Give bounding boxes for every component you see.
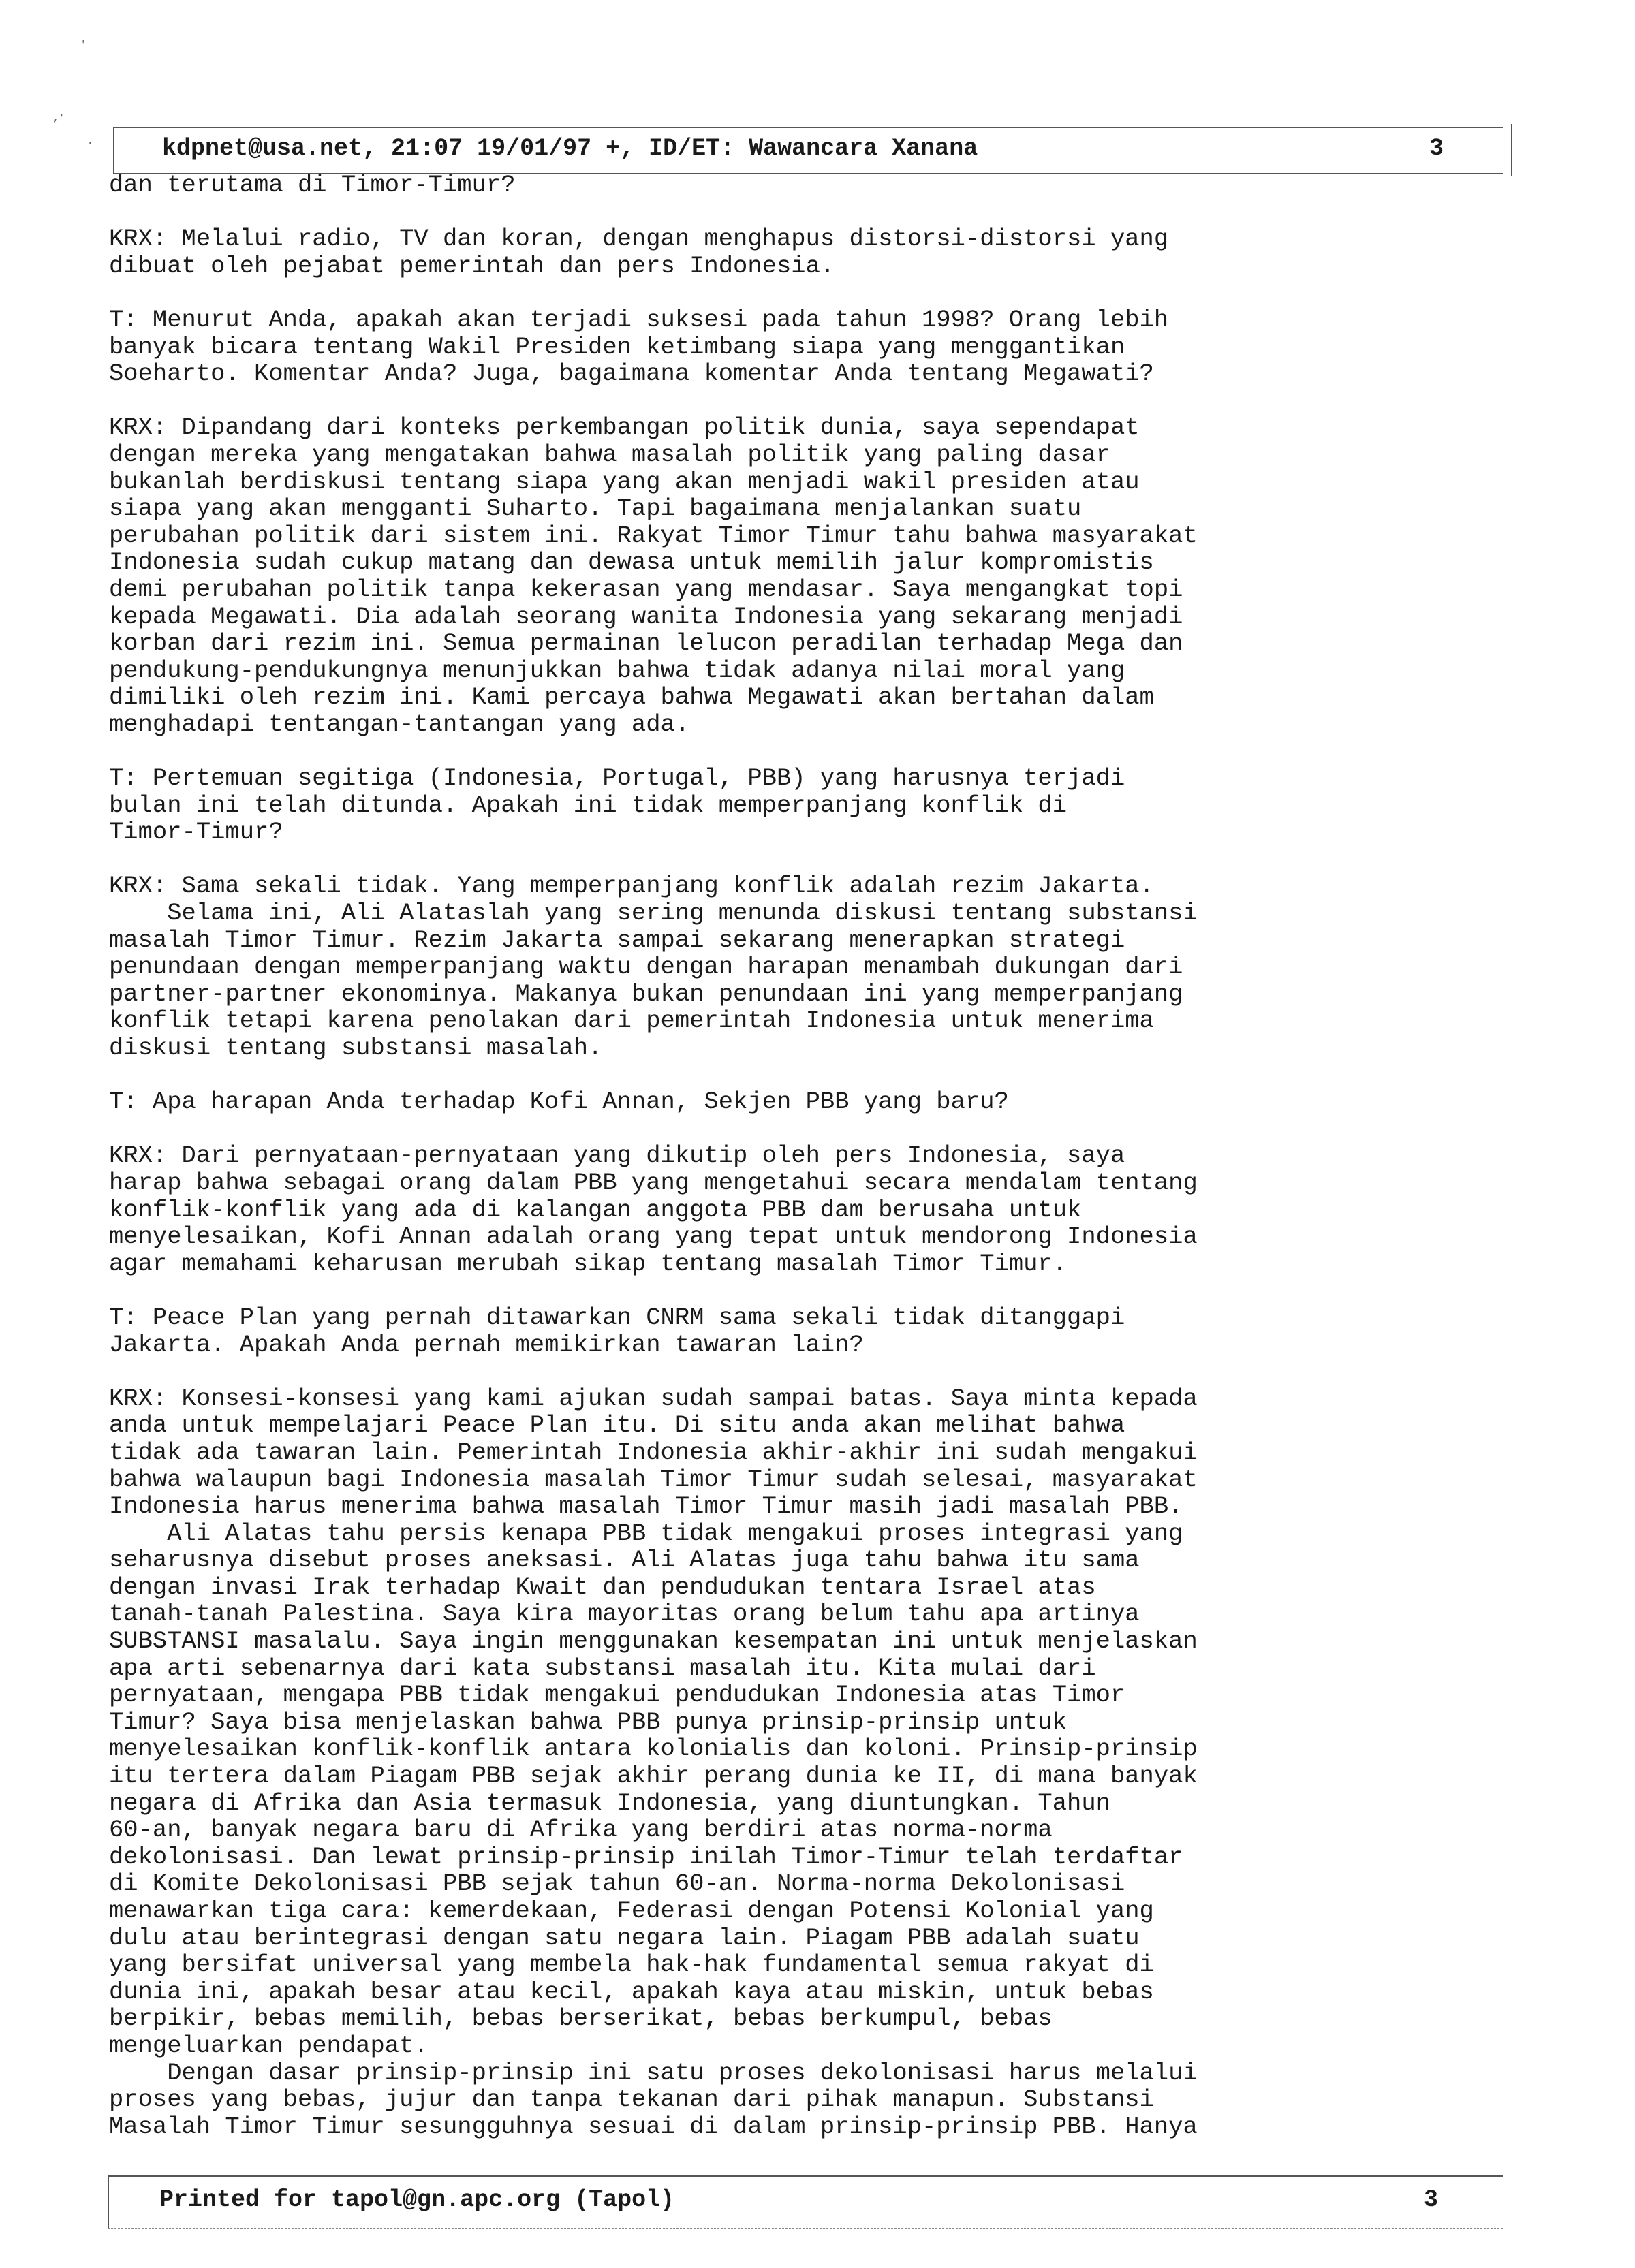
scan-speck: ,': [53, 113, 65, 124]
text-line: menyelesaikan, Kofi Annan adalah orang yang tepat untuk mendorong Indonesia: [109, 1223, 1198, 1251]
header-title: kdpnet@usa.net, 21:07 19/01/97 +, ID/ET: Wawancara Xanana: [162, 135, 978, 162]
text-line: bulan ini telah ditunda. Apakah ini tidak memperpanjang konflik di: [109, 791, 1068, 819]
text-line: bahwa walaupun bagi Indonesia masalah Timor Timur sudah selesai, masyarakat: [109, 1465, 1198, 1494]
text-line: menyelesaikan konflik-konflik antara kolonialis dan koloni. Prinsip-prinsip: [109, 1735, 1198, 1763]
text-line: tanah-tanah Palestina. Saya kira mayoritas orang belum tahu apa artinya: [109, 1600, 1140, 1628]
text-line: 60-an, banyak negara baru di Afrika yang berdiri atas norma-norma: [109, 1816, 1053, 1844]
text-line: Soeharto. Komentar Anda? Juga, bagaimana komentar Anda tentang Megawati?: [109, 360, 1154, 388]
text-line: kepada Megawati. Dia adalah seorang wanita Indonesia yang sekarang menjadi: [109, 602, 1183, 631]
footer-printed-for: Printed for tapol@gn.apc.org (Tapol): [159, 2186, 675, 2214]
text-line: Dengan dasar prinsip-prinsip ini satu proses dekolonisasi harus melalui: [109, 2058, 1198, 2087]
text-line: demi perubahan politik tanpa kekerasan yang mendasar. Saya mengangkat topi: [109, 575, 1183, 603]
text-line: korban dari rezim ini. Semua permainan lelucon peradilan terhadap Mega dan: [109, 629, 1183, 658]
text-line: anda untuk mempelajari Peace Plan itu. Di situ anda akan melihat bahwa: [109, 1411, 1125, 1440]
text-line: di Komite Dekolonisasi PBB sejak tahun 60-an. Norma-norma Dekolonisasi: [109, 1870, 1125, 1898]
text-line: perubahan politik dari sistem ini. Rakyat Timor Timur tahu bahwa masyarakat: [109, 521, 1198, 550]
text-line: T: Apa harapan Anda terhadap Kofi Annan, Sekjen PBB yang baru?: [109, 1088, 1009, 1116]
paragraph: [109, 306, 1540, 388]
text-line: dimiliki oleh rezim ini. Kami percaya bahwa Megawati akan bertahan dalam: [109, 683, 1154, 712]
text-line: KRX: Sama sekali tidak. Yang memperpanjang konflik adalah rezim Jakarta.: [109, 872, 1154, 900]
text-line: berpikir, bebas memilih, bebas berserikat, bebas berkumpul, bebas: [109, 2004, 1053, 2033]
text-line: bukanlah berdiskusi tentang siapa yang akan menjadi wakil presiden atau: [109, 467, 1140, 496]
text-line: dekolonisasi. Dan lewat prinsip-prinsip inilah Timor-Timur telah terdaftar: [109, 1842, 1183, 1871]
text-line: yang bersifat universal yang membela hak-hak fundamental semua rakyat di: [109, 1951, 1154, 1979]
text-line: Indonesia sudah cukup matang dan dewasa untuk memilih jalur kompromistis: [109, 548, 1154, 577]
paragraph: [109, 172, 1540, 199]
document-body: [109, 172, 1540, 2140]
paragraph: [109, 414, 1540, 738]
footer-page-number: 3: [1424, 2186, 1439, 2214]
text-line: mengeluarkan pendapat.: [109, 2031, 429, 2060]
text-line: seharusnya disebut proses aneksasi. Ali Alatas juga tahu bahwa itu sama: [109, 1546, 1140, 1575]
text-line: konflik tetapi karena penolakan dari pemerintah Indonesia untuk menerima: [109, 1007, 1154, 1035]
text-line: diskusi tentang substansi masalah.: [109, 1034, 603, 1062]
text-line: dibuat oleh pejabat pemerintah dan pers Indonesia.: [109, 251, 835, 280]
text-line: dengan mereka yang mengatakan bahwa masalah politik yang paling dasar: [109, 440, 1110, 469]
text-line: Timur? Saya bisa menjelaskan bahwa PBB punya prinsip-prinsip untuk: [109, 1707, 1068, 1736]
text-line: itu tertera dalam Piagam PBB sejak akhir perang dunia ke II, di mana banyak: [109, 1762, 1198, 1791]
text-line: siapa yang akan mengganti Suharto. Tapi bagaimana menjalankan suatu: [109, 494, 1082, 523]
text-line: T: Menurut Anda, apakah akan terjadi suksesi pada tahun 1998? Orang lebih: [109, 305, 1169, 334]
text-line: proses yang bebas, jujur dan tanpa tekanan dari pihak manapun. Substansi: [109, 2085, 1154, 2114]
text-line: konflik-konflik yang ada di kalangan anggota PBB dam berusaha untuk: [109, 1195, 1082, 1224]
text-line: T: Pertemuan segitiga (Indonesia, Portugal, PBB) yang harusnya terjadi: [109, 764, 1125, 793]
text-line: agar memahami keharusan merubah sikap tentang masalah Timor Timur.: [109, 1249, 1068, 1278]
text-line: menawarkan tiga cara: kemerdekaan, Federasi dengan Potensi Kolonial yang: [109, 1897, 1154, 1925]
page-footer: [108, 2175, 1503, 2229]
text-line: KRX: Melalui radio, TV dan koran, dengan menghapus distorsi-distorsi yang: [109, 225, 1169, 253]
text-line: dunia ini, apakah besar atau kecil, apakah kaya atau miskin, untuk bebas: [109, 1977, 1154, 2006]
text-line: menghadapi tentangan-tantangan yang ada.: [109, 710, 690, 738]
text-line: partner-partner ekonominya. Makanya bukan penundaan ini yang memperpanjang: [109, 979, 1183, 1008]
text-line: dan terutama di Timor-Timur?: [109, 171, 516, 199]
text-line: apa arti sebenarnya dari kata substansi masalah itu. Kita mulai dari: [109, 1654, 1096, 1682]
text-line: banyak bicara tentang Wakil Presiden ketimbang siapa yang menggantikan: [109, 332, 1125, 361]
paragraph: [109, 1385, 1540, 2141]
scan-speck: .: [87, 136, 93, 147]
text-line: Timor-Timur?: [109, 818, 283, 847]
paragraph: [109, 1304, 1540, 1358]
scan-speck: ': [80, 40, 87, 50]
paragraph: [109, 765, 1540, 846]
text-line: SUBSTANSI masalalu. Saya ingin menggunakan kesempatan ini untuk menjelaskan: [109, 1627, 1198, 1656]
text-line: masalah Timor Timur. Rezim Jakarta sampai sekarang menerapkan strategi: [109, 926, 1125, 954]
paragraph: [109, 1088, 1540, 1116]
text-line: pendukung-pendukungnya menunjukkan bahwa tidak adanya nilai moral yang: [109, 656, 1125, 684]
text-line: harap bahwa sebagai orang dalam PBB yang mengetahui secara mendalam tentang: [109, 1168, 1198, 1197]
paragraph: [109, 1142, 1540, 1277]
text-line: tidak ada tawaran lain. Pemerintah Indonesia akhir-akhir ini sudah mengakui: [109, 1438, 1198, 1466]
text-line: Indonesia harus menerima bahwa masalah Timor Timur masih jadi masalah PBB.: [109, 1492, 1183, 1521]
text-line: KRX: Dari pernyataan-pernyataan yang dikutip oleh pers Indonesia, saya: [109, 1141, 1125, 1170]
paragraph: [109, 225, 1540, 279]
paragraph: [109, 872, 1540, 1061]
text-line: KRX: Konsesi-konsesi yang kami ajukan sudah sampai batas. Saya minta kepada: [109, 1384, 1198, 1413]
text-line: Selama ini, Ali Alataslah yang sering menunda diskusi tentang substansi: [109, 899, 1198, 928]
page-header: [113, 127, 1503, 174]
text-line: T: Peace Plan yang pernah ditawarkan CNRM sama sekali tidak ditanggapi: [109, 1303, 1125, 1332]
text-line: Ali Alatas tahu persis kenapa PBB tidak mengakui proses integrasi yang: [109, 1519, 1183, 1547]
text-line: dengan invasi Irak terhadap Kwait dan pendudukan tentara Israel atas: [109, 1573, 1096, 1601]
text-line: Jakarta. Apakah Anda pernah memikirkan tawaran lain?: [109, 1330, 864, 1359]
text-line: penundaan dengan memperpanjang waktu dengan harapan menambah dukungan dari: [109, 953, 1183, 981]
text-line: pernyataan, mengapa PBB tidak mengakui pendudukan Indonesia atas Timor: [109, 1681, 1125, 1710]
text-line: KRX: Dipandang dari konteks perkembangan politik dunia, saya sependapat: [109, 413, 1140, 442]
text-line: Masalah Timor Timur sesungguhnya sesuai di dalam prinsip-prinsip PBB. Hanya: [109, 2112, 1198, 2141]
header-page-number: 3: [1429, 135, 1444, 162]
text-line: negara di Afrika dan Asia termasuk Indonesia, yang diuntungkan. Tahun: [109, 1789, 1110, 1817]
text-line: dulu atau berintegrasi dengan satu negara lain. Piagam PBB adalah suatu: [109, 1923, 1140, 1952]
